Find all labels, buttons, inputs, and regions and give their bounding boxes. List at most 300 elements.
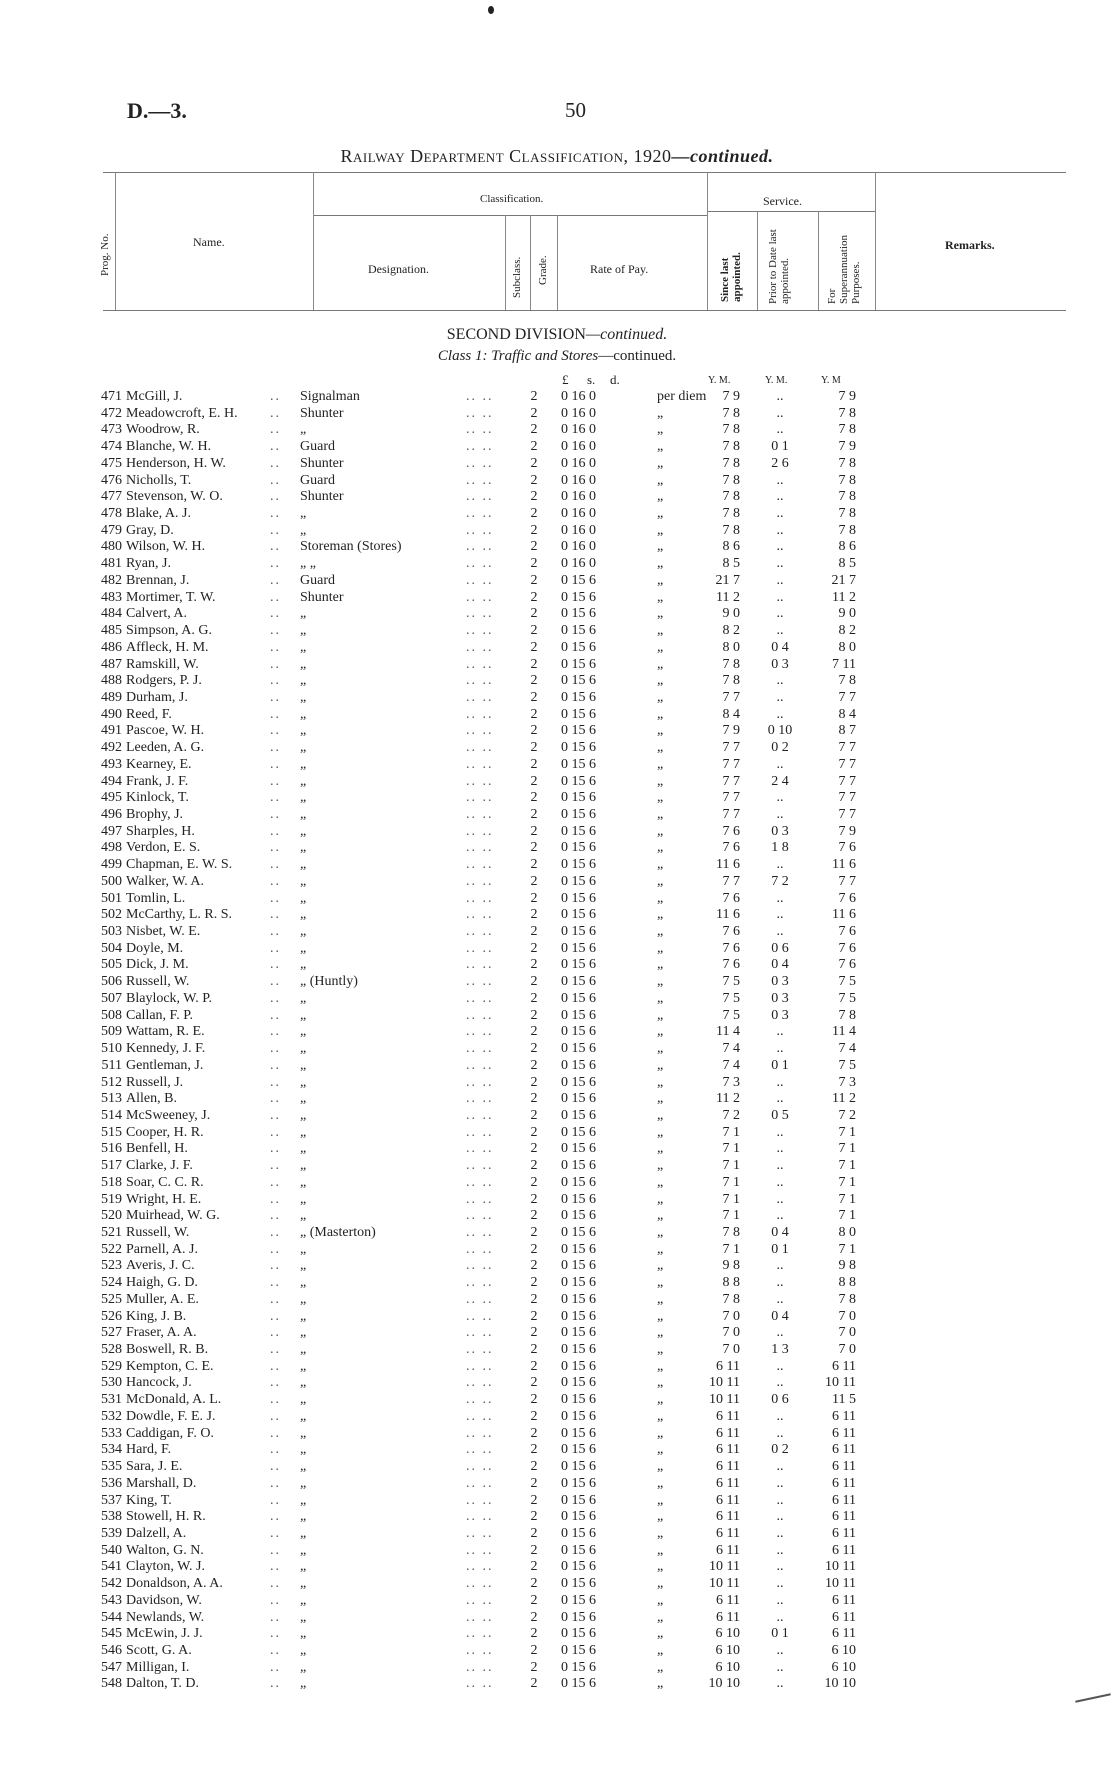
- leader-dots: .. ..: [466, 740, 494, 756]
- service-since-last: 7 6: [722, 957, 740, 973]
- service-superannuation: 9 8: [838, 1258, 856, 1274]
- service-superannuation: 6 11: [832, 1459, 856, 1475]
- leader-dots: .. ..: [466, 673, 494, 689]
- designation: „: [300, 940, 307, 956]
- rate-of-pay: 0 16 0: [561, 539, 596, 555]
- subclass: 2: [530, 1174, 538, 1190]
- leader-dots: .. ..: [466, 990, 494, 1006]
- pay-period: „: [657, 673, 664, 689]
- service-prior: ..: [776, 1375, 784, 1391]
- col-divider: [505, 215, 506, 310]
- pay-period: „: [657, 556, 664, 572]
- subclass: 2: [530, 1525, 538, 1541]
- designation: „: [300, 790, 307, 806]
- service-since-last: 6 11: [716, 1459, 740, 1475]
- prog-number: 495: [101, 790, 122, 806]
- leader-dots: .. ..: [466, 940, 494, 956]
- designation: „: [300, 1107, 307, 1123]
- designation: Shunter: [300, 489, 344, 505]
- designation: Guard: [300, 439, 335, 455]
- header-rule-service: [707, 211, 875, 212]
- pay-period: „: [657, 1174, 664, 1190]
- service-superannuation: 6 11: [832, 1509, 856, 1525]
- staff-name: Wright, H. E.: [126, 1191, 202, 1207]
- leader-dots: .. ..: [466, 439, 494, 455]
- service-prior: 7 2: [771, 873, 789, 889]
- pay-period: „: [657, 1158, 664, 1174]
- division-heading: [0, 326, 1114, 344]
- service-superannuation: 7 3: [838, 1074, 856, 1090]
- rate-of-pay: 0 15 6: [561, 723, 596, 739]
- table-row: [0, 789, 1114, 806]
- service-since-last: 11 2: [716, 589, 740, 605]
- designation: „: [300, 1342, 307, 1358]
- service-superannuation: 7 1: [838, 1141, 856, 1157]
- subclass: 2: [530, 1375, 538, 1391]
- leader-dots: .. ..: [466, 924, 494, 940]
- prog-number: 477: [101, 489, 122, 505]
- designation: „: [300, 1609, 307, 1625]
- table-row: [0, 1207, 1114, 1224]
- designation: Signalman: [300, 389, 360, 404]
- pay-period: „: [657, 656, 664, 672]
- table-row: [0, 1625, 1114, 1642]
- staff-name: Callan, F. P.: [126, 1007, 193, 1023]
- pay-period: „: [657, 1225, 664, 1240]
- leader-dots: .. ..: [466, 539, 494, 555]
- pay-period: „: [657, 1592, 664, 1608]
- service-since-last: 7 8: [722, 522, 740, 538]
- staff-name: Parnell, A. J.: [126, 1241, 198, 1257]
- prog-number: 493: [101, 756, 122, 772]
- prog-number: 506: [101, 974, 122, 990]
- service-superannuation: 7 6: [838, 890, 856, 906]
- leader-dots: ..: [270, 1542, 281, 1558]
- service-prior: 0 3: [771, 1007, 789, 1023]
- rate-of-pay: 0 16 0: [561, 439, 596, 455]
- staff-name: McDonald, A. L.: [126, 1392, 222, 1408]
- staff-name: Calvert, A.: [126, 606, 188, 622]
- leader-dots: ..: [270, 1425, 281, 1441]
- header-classification: Classification.: [480, 193, 544, 205]
- designation: Storeman (Stores): [300, 539, 402, 555]
- service-superannuation: 7 6: [838, 957, 856, 973]
- pay-period: „: [657, 706, 664, 722]
- service-since-last: 7 8: [722, 1291, 740, 1307]
- prog-number: 481: [101, 556, 122, 572]
- designation: „: [300, 1509, 307, 1525]
- subclass: 2: [530, 1191, 538, 1207]
- staff-name: Sharples, H.: [126, 823, 195, 839]
- subclass: 2: [530, 790, 538, 806]
- table-row: [0, 890, 1114, 907]
- leader-dots: .. ..: [466, 1208, 494, 1224]
- service-prior: ..: [776, 1291, 784, 1307]
- designation: „: [300, 623, 307, 639]
- leader-dots: ..: [270, 1275, 281, 1291]
- service-prior: ..: [776, 405, 784, 421]
- subclass: 2: [530, 740, 538, 756]
- service-superannuation: 6 11: [832, 1525, 856, 1541]
- service-superannuation: 6 11: [832, 1408, 856, 1424]
- table-row: [0, 1140, 1114, 1157]
- leader-dots: .. ..: [466, 1592, 494, 1608]
- service-since-last: 7 7: [722, 689, 740, 705]
- rate-of-pay: 0 15 6: [561, 924, 596, 940]
- prog-number: 513: [101, 1091, 122, 1107]
- prog-number: 540: [101, 1542, 122, 1558]
- pay-period: „: [657, 1208, 664, 1224]
- rate-of-pay: 0 15 6: [561, 572, 596, 588]
- pay-period: „: [657, 439, 664, 455]
- service-superannuation: 7 8: [838, 1007, 856, 1023]
- service-prior: 0 2: [771, 1442, 789, 1458]
- service-prior: 0 4: [771, 1308, 789, 1324]
- service-prior: ..: [776, 790, 784, 806]
- subclass: 2: [530, 873, 538, 889]
- rate-of-pay: 0 15 6: [561, 740, 596, 756]
- leader-dots: .. ..: [466, 1626, 494, 1642]
- prog-number: 478: [101, 506, 122, 522]
- staff-name: Reed, F.: [126, 706, 172, 722]
- staff-name: Gray, D.: [126, 522, 174, 538]
- service-prior: ..: [776, 1208, 784, 1224]
- pay-period: „: [657, 1074, 664, 1090]
- service-since-last: 7 5: [722, 1007, 740, 1023]
- prog-number: 492: [101, 740, 122, 756]
- staff-name: Scott, G. A.: [126, 1643, 192, 1658]
- prog-number: 522: [101, 1241, 122, 1257]
- leader-dots: .. ..: [466, 656, 494, 672]
- leader-dots: ..: [270, 556, 281, 572]
- subclass: 2: [530, 1425, 538, 1441]
- pay-period: „: [657, 857, 664, 873]
- pay-period: „: [657, 405, 664, 421]
- table-row: [0, 1391, 1114, 1408]
- service-superannuation: 7 1: [838, 1241, 856, 1257]
- header-rule-bottom: [103, 310, 1066, 311]
- subclass: 2: [530, 807, 538, 822]
- service-superannuation: 7 7: [838, 756, 856, 772]
- leader-dots: .. ..: [466, 1559, 494, 1575]
- subclass: 2: [530, 1542, 538, 1558]
- service-since-last: 6 11: [716, 1592, 740, 1608]
- subclass: 2: [530, 857, 538, 873]
- page-number: 50: [565, 98, 586, 122]
- service-superannuation: 11 2: [832, 1091, 856, 1107]
- leader-dots: .. ..: [466, 1174, 494, 1190]
- service-superannuation: 7 4: [838, 1041, 856, 1057]
- leader-dots: ..: [270, 1342, 281, 1358]
- pay-period: „: [657, 1542, 664, 1558]
- service-superannuation: 8 2: [838, 623, 856, 639]
- rate-of-pay: 0 15 6: [561, 1158, 596, 1174]
- subclass: 2: [530, 1208, 538, 1224]
- prog-number: 524: [101, 1275, 122, 1291]
- table-row: [0, 1475, 1114, 1492]
- subclass: 2: [530, 389, 538, 404]
- designation: „: [300, 1124, 307, 1140]
- service-prior: ..: [776, 1325, 784, 1341]
- leader-dots: .. ..: [466, 639, 494, 655]
- staff-name: Frank, J. F.: [126, 773, 189, 789]
- leader-dots: .. ..: [466, 1425, 494, 1441]
- service-superannuation: 7 0: [838, 1342, 856, 1358]
- leader-dots: ..: [270, 506, 281, 522]
- service-prior: 0 1: [771, 439, 789, 455]
- leader-dots: .. ..: [466, 1007, 494, 1023]
- leader-dots: .. ..: [466, 1141, 494, 1157]
- subclass: 2: [530, 1408, 538, 1424]
- leader-dots: ..: [270, 623, 281, 639]
- service-since-last: 7 8: [722, 1225, 740, 1240]
- prog-number: 508: [101, 1007, 122, 1023]
- leader-dots: ..: [270, 807, 281, 822]
- prog-number: 521: [101, 1225, 122, 1240]
- pay-period: „: [657, 940, 664, 956]
- service-superannuation: 6 11: [832, 1425, 856, 1441]
- subclass: 2: [530, 1325, 538, 1341]
- staff-name: Ramskill, W.: [126, 656, 199, 672]
- pay-period: „: [657, 1492, 664, 1508]
- prog-number: 484: [101, 606, 122, 622]
- leader-dots: ..: [270, 1442, 281, 1458]
- subclass: 2: [530, 823, 538, 839]
- rate-of-pay: 0 15 6: [561, 1559, 596, 1575]
- service-since-last: 6 11: [716, 1492, 740, 1508]
- service-prior: ..: [776, 522, 784, 538]
- pay-period: „: [657, 1024, 664, 1040]
- service-prior: ..: [776, 1475, 784, 1491]
- staff-name: McEwin, J. J.: [126, 1626, 203, 1642]
- staff-name: Russell, J.: [126, 1074, 184, 1090]
- designation: „: [300, 1626, 307, 1642]
- col-divider: [818, 211, 819, 310]
- service-prior: 1 8: [771, 840, 789, 856]
- designation: „: [300, 656, 307, 672]
- table-row: [0, 1659, 1114, 1676]
- service-prior: ..: [776, 1676, 784, 1692]
- leader-dots: .. ..: [466, 857, 494, 873]
- service-superannuation: 7 0: [838, 1308, 856, 1324]
- staff-name: Hard, F.: [126, 1442, 172, 1458]
- service-superannuation: 10 11: [825, 1559, 856, 1575]
- staff-name: Russell, W.: [126, 1225, 190, 1240]
- service-since-last: 7 1: [722, 1241, 740, 1257]
- service-prior: ..: [776, 1024, 784, 1040]
- service-superannuation: 7 6: [838, 940, 856, 956]
- pay-period: „: [657, 1124, 664, 1140]
- table-row: [0, 1241, 1114, 1258]
- service-superannuation: 7 1: [838, 1208, 856, 1224]
- designation: „: [300, 1442, 307, 1458]
- designation: „: [300, 1007, 307, 1023]
- table-row: [0, 1040, 1114, 1057]
- table-row: [0, 1609, 1114, 1626]
- service-superannuation: 7 6: [838, 924, 856, 940]
- subclass: 2: [530, 1609, 538, 1625]
- staff-name: Caddigan, F. O.: [126, 1425, 214, 1441]
- subclass: 2: [530, 1091, 538, 1107]
- table-row: [0, 940, 1114, 957]
- designation: „: [300, 689, 307, 705]
- rate-of-pay: 0 15 6: [561, 1609, 596, 1625]
- designation: „: [300, 1325, 307, 1341]
- page-title: [0, 146, 1114, 167]
- service-superannuation: 6 11: [832, 1626, 856, 1642]
- leader-dots: .. ..: [466, 907, 494, 923]
- leader-dots: ..: [270, 1559, 281, 1575]
- division-name: SECOND DIVISION: [446, 326, 586, 343]
- service-superannuation: 9 0: [838, 606, 856, 622]
- leader-dots: .. ..: [466, 1041, 494, 1057]
- table-row: [0, 1023, 1114, 1040]
- staff-name: Blake, A. J.: [126, 506, 191, 522]
- rate-of-pay: 0 15 6: [561, 1525, 596, 1541]
- service-since-last: 7 1: [722, 1124, 740, 1140]
- table-row: [0, 1542, 1114, 1559]
- table-row: [0, 839, 1114, 856]
- subclass: 2: [530, 1074, 538, 1090]
- leader-dots: ..: [270, 639, 281, 655]
- service-superannuation: 7 2: [838, 1107, 856, 1123]
- pay-period: „: [657, 990, 664, 1006]
- leader-dots: ..: [270, 890, 281, 906]
- pay-period: „: [657, 623, 664, 639]
- prog-number: 499: [101, 857, 122, 873]
- pay-period: „: [657, 1425, 664, 1441]
- service-prior: 1 3: [771, 1342, 789, 1358]
- table-row: [0, 689, 1114, 706]
- rate-of-pay: 0 15 6: [561, 589, 596, 605]
- service-superannuation: 6 10: [831, 1643, 856, 1658]
- service-superannuation: 10 10: [824, 1676, 856, 1692]
- service-prior: 0 1: [771, 1057, 789, 1073]
- table-row: [0, 455, 1114, 472]
- service-superannuation: 10 11: [825, 1375, 856, 1391]
- leader-dots: ..: [270, 439, 281, 455]
- pay-period: „: [657, 1258, 664, 1274]
- subclass: 2: [530, 1559, 538, 1575]
- table-row: [0, 405, 1114, 422]
- service-since-last: 6 11: [716, 1425, 740, 1441]
- service-since-last: 6 11: [716, 1408, 740, 1424]
- designation: „: [300, 807, 307, 822]
- designation: „ (Huntly): [300, 974, 358, 990]
- staff-name: Walton, G. N.: [126, 1542, 204, 1558]
- leader-dots: .. ..: [466, 1542, 494, 1558]
- designation: „: [300, 1041, 307, 1057]
- subclass: 2: [530, 472, 538, 488]
- table-row: [0, 1191, 1114, 1208]
- subclass: 2: [530, 1342, 538, 1358]
- service-superannuation: 7 8: [838, 455, 856, 471]
- rate-of-pay: 0 15 6: [561, 673, 596, 689]
- service-since-last: 7 1: [722, 1141, 740, 1157]
- prog-number: 546: [101, 1643, 122, 1658]
- leader-dots: ..: [270, 1609, 281, 1625]
- rate-of-pay: 0 15 6: [561, 1291, 596, 1307]
- service-prior: ..: [776, 1041, 784, 1057]
- staff-name: Blaylock, W. P.: [126, 990, 212, 1006]
- designation: „: [300, 1208, 307, 1224]
- prog-number: 544: [101, 1609, 122, 1625]
- pay-period: „: [657, 1509, 664, 1525]
- designation: „: [300, 1425, 307, 1441]
- prog-number: 545: [101, 1626, 122, 1642]
- unit-years-months-2: Y. M.: [765, 375, 788, 386]
- pay-period: „: [657, 924, 664, 940]
- service-since-last: 6 11: [716, 1358, 740, 1374]
- table-row: [0, 1492, 1114, 1509]
- service-since-last: 11 4: [716, 1024, 740, 1040]
- prog-number: 491: [101, 723, 122, 739]
- leader-dots: ..: [270, 924, 281, 940]
- staff-name: McCarthy, L. R. S.: [126, 907, 233, 923]
- service-superannuation: 21 7: [831, 572, 856, 588]
- table-row: [0, 438, 1114, 455]
- leader-dots: .. ..: [466, 1258, 494, 1274]
- pay-period: „: [657, 823, 664, 839]
- subclass: 2: [530, 1576, 538, 1592]
- prog-number: 532: [101, 1408, 122, 1424]
- staff-name: Brennan, J.: [126, 572, 190, 588]
- table-row: [0, 1558, 1114, 1575]
- unit-pence: d.: [610, 372, 620, 387]
- designation: Guard: [300, 572, 335, 588]
- designation: „: [300, 606, 307, 622]
- service-since-last: 9 8: [722, 1258, 740, 1274]
- pay-period: „: [657, 1308, 664, 1324]
- leader-dots: .. ..: [466, 1074, 494, 1090]
- service-prior: ..: [776, 539, 784, 555]
- subclass: 2: [530, 455, 538, 471]
- pay-period: „: [657, 1007, 664, 1023]
- pay-period: „: [657, 1576, 664, 1592]
- service-since-last: 10 11: [709, 1559, 740, 1575]
- service-superannuation: 7 0: [838, 1325, 856, 1341]
- header-for-super: For Superannuation Purposes.: [826, 234, 862, 304]
- pay-period: „: [657, 506, 664, 522]
- leader-dots: ..: [270, 1475, 281, 1491]
- leader-dots: ..: [270, 1007, 281, 1023]
- prog-number: 503: [101, 924, 122, 940]
- staff-name: Doyle, M.: [126, 940, 184, 956]
- rate-of-pay: 0 15 6: [561, 1392, 596, 1408]
- subclass: 2: [530, 756, 538, 772]
- pay-period: „: [657, 807, 664, 822]
- service-since-last: 9 0: [722, 606, 740, 622]
- leader-dots: .. ..: [466, 1459, 494, 1475]
- prog-number: 512: [101, 1074, 122, 1090]
- service-prior: ..: [776, 673, 784, 689]
- leader-dots: .. ..: [466, 1308, 494, 1324]
- service-prior: 0 2: [771, 740, 789, 756]
- designation: „: [300, 1141, 307, 1157]
- designation: „: [300, 673, 307, 689]
- subclass: 2: [530, 1057, 538, 1073]
- leader-dots: ..: [270, 1024, 281, 1040]
- staff-name: Affleck, H. M.: [126, 639, 209, 655]
- table-row: [0, 1074, 1114, 1091]
- service-since-last: 6 10: [715, 1643, 740, 1658]
- rate-of-pay: 0 15 6: [561, 623, 596, 639]
- rate-of-pay: 0 15 6: [561, 1107, 596, 1123]
- service-superannuation: 6 11: [832, 1475, 856, 1491]
- service-superannuation: 7 5: [838, 974, 856, 990]
- service-superannuation: 7 8: [838, 489, 856, 505]
- prog-number: 501: [101, 890, 122, 906]
